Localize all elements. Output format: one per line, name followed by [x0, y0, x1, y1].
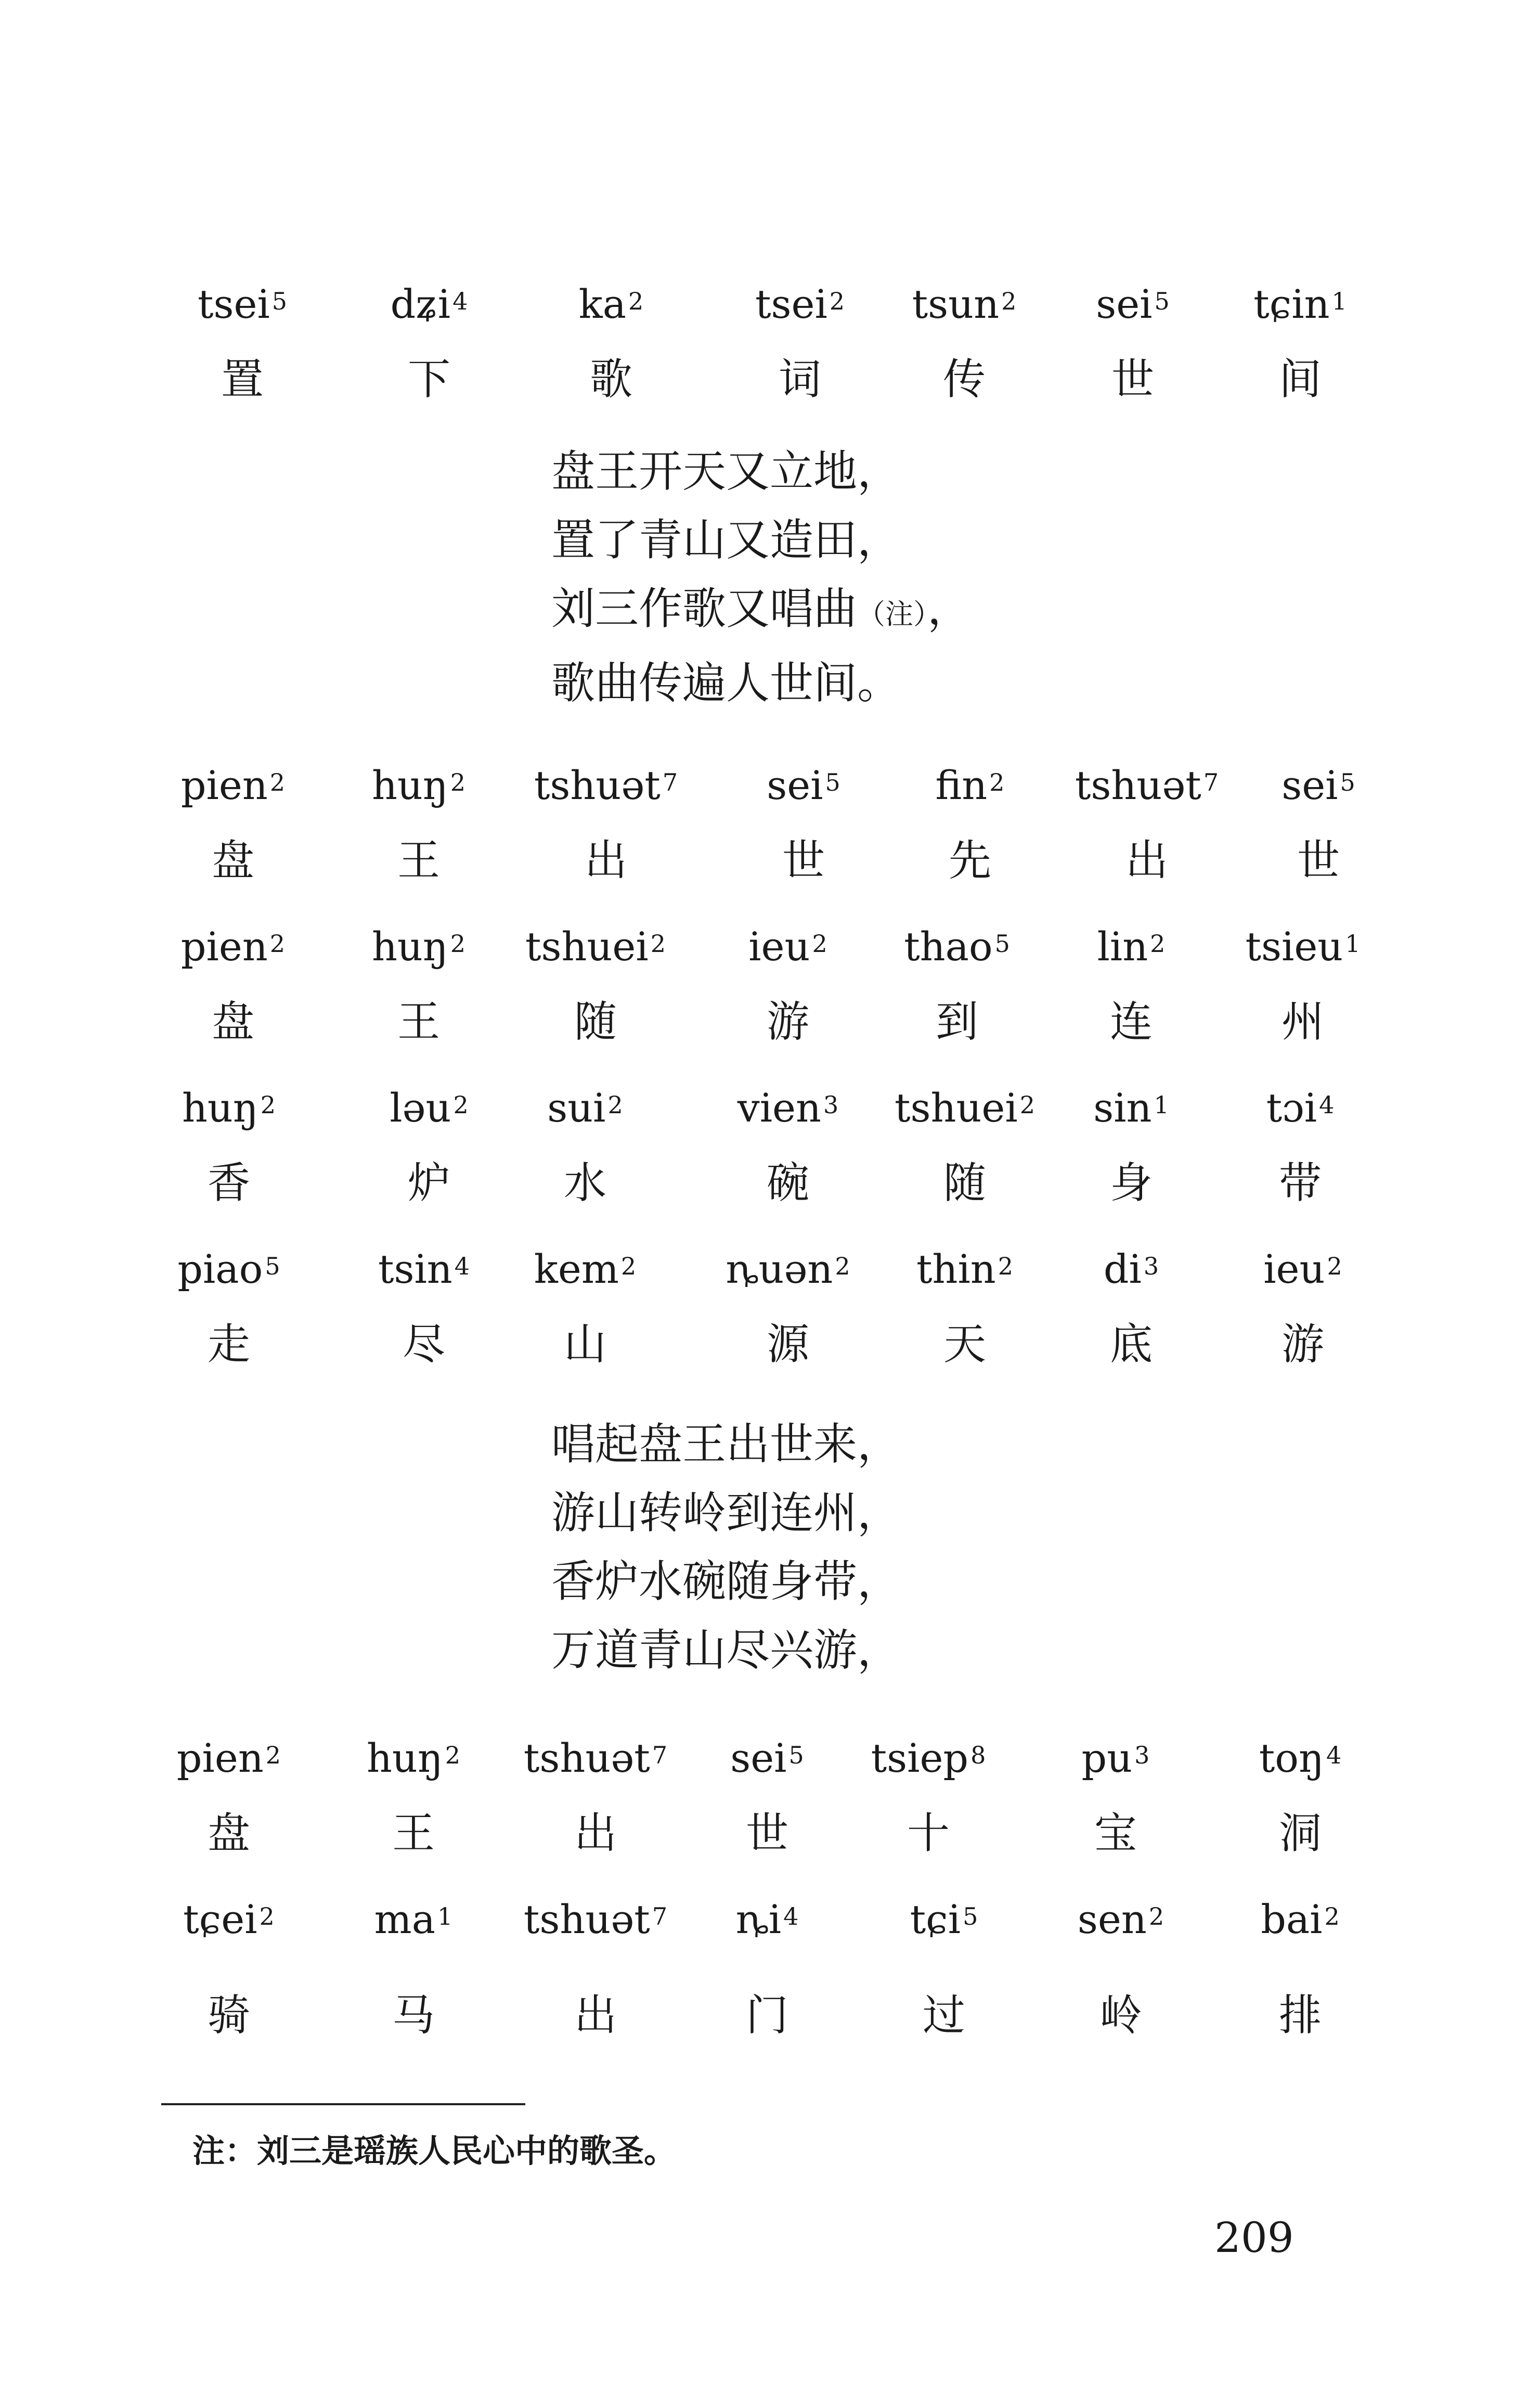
- character: 世: [782, 836, 825, 885]
- character-row: [0, 994, 1540, 1072]
- romanization-row: [0, 1732, 1540, 1810]
- syllable: huŋ$^2$: [366, 1735, 461, 1781]
- syllable: vien$^3$: [737, 1085, 839, 1131]
- character: 碗: [766, 1158, 809, 1208]
- syllable: tɔi$^4$: [1266, 1085, 1335, 1131]
- character: 王: [397, 836, 440, 885]
- character-row: [0, 351, 1540, 429]
- character: 水: [563, 1158, 606, 1208]
- character: 随: [943, 1158, 986, 1208]
- character-row: [0, 1805, 1540, 1883]
- character: 词: [778, 355, 821, 404]
- syllable: $\sin^1$: [1093, 1085, 1169, 1131]
- syllable: dʑi$^4$: [390, 281, 468, 327]
- syllable: tshuət$^7$: [1075, 762, 1219, 808]
- character: 十: [907, 1809, 950, 1858]
- character: 游: [766, 997, 809, 1047]
- character: 王: [397, 997, 440, 1047]
- note-mark: （注）: [857, 598, 928, 630]
- character: 排: [1278, 1991, 1322, 2040]
- syllable: ieu$^2$: [1263, 1246, 1342, 1292]
- syllable: tɕin$^1$: [1253, 281, 1347, 327]
- romanization-row: [0, 921, 1540, 999]
- verse-line: 唱起盘王出世来，: [551, 1419, 901, 1470]
- character: 盘: [211, 997, 254, 1047]
- syllable: $di^3$: [1103, 1246, 1159, 1292]
- character: 游: [1281, 1320, 1324, 1369]
- character: 世: [1297, 836, 1340, 885]
- syllable: fin$^2$: [935, 762, 1005, 808]
- footnote-divider: [161, 2103, 525, 2105]
- footnote: 注：刘三是瑶族人民心中的歌圣。: [192, 2132, 677, 2170]
- character: 出: [574, 1991, 617, 2040]
- syllable: kem$^2$: [534, 1246, 637, 1292]
- character: 随: [574, 997, 617, 1047]
- character: 天: [943, 1320, 986, 1369]
- syllable: thao$^5$: [904, 923, 1010, 970]
- romanization-row: [0, 1243, 1540, 1321]
- syllable: sei$^5$: [730, 1735, 804, 1781]
- character: 骑: [207, 1991, 250, 2040]
- syllable: sei$^5$: [767, 762, 840, 808]
- character: 洞: [1278, 1809, 1322, 1858]
- syllable: sei$^5$: [1096, 281, 1170, 327]
- syllable: piao$^5$: [177, 1246, 280, 1292]
- character: 出: [1125, 836, 1168, 885]
- syllable: huŋ$^2$: [371, 762, 466, 808]
- character: 马: [392, 1991, 435, 2040]
- character: 尽: [402, 1320, 445, 1369]
- character: 带: [1278, 1158, 1322, 1208]
- syllable: toŋ$^4$: [1259, 1735, 1342, 1781]
- character-row: [0, 1987, 1540, 2065]
- syllable: $ma^1$: [374, 1896, 453, 1942]
- syllable: tɕei$^2$: [183, 1896, 275, 1942]
- syllable: tsei$^5$: [197, 281, 288, 327]
- syllable: $pu^3$: [1081, 1735, 1150, 1781]
- character: 山: [563, 1320, 606, 1369]
- character: 过: [922, 1991, 965, 2040]
- syllable: sen$^2$: [1077, 1896, 1164, 1942]
- verse-line: 香炉水碗随身带，: [551, 1556, 901, 1607]
- character: 传: [942, 355, 986, 404]
- syllable: sui$^2$: [547, 1085, 623, 1131]
- syllable: sei$^5$: [1282, 762, 1355, 808]
- syllable: thin$^2$: [916, 1246, 1014, 1292]
- syllable: tsiep$^8$: [871, 1735, 986, 1781]
- character: 出: [574, 1809, 617, 1858]
- verse-translation-2: [551, 1410, 1071, 1684]
- character: 源: [766, 1320, 809, 1369]
- character: 州: [1281, 997, 1324, 1047]
- character: 间: [1278, 355, 1322, 404]
- syllable: huŋ$^2$: [371, 923, 466, 970]
- syllable: tsun$^2$: [912, 281, 1017, 327]
- syllable: tshuət$^7$: [534, 762, 678, 808]
- character: 身: [1109, 1158, 1153, 1208]
- romanization-row: [0, 1082, 1540, 1160]
- verse-translation-1: [551, 437, 1071, 717]
- syllable: tshuei$^2$: [894, 1085, 1035, 1131]
- syllable: pien$^2$: [176, 1735, 281, 1781]
- character-row: [0, 1155, 1540, 1233]
- character: 连: [1109, 997, 1153, 1047]
- verse-line: 游山转岭到连州，: [551, 1487, 901, 1538]
- verse-line: 刘三作歌又唱曲（注），: [551, 583, 972, 634]
- character: 置: [221, 355, 264, 404]
- character: 世: [1111, 355, 1154, 404]
- syllable: tshuət$^7$: [523, 1735, 668, 1781]
- syllable: ieu$^2$: [748, 923, 827, 970]
- verse-line: 歌曲传遍人世间。: [551, 658, 901, 709]
- character: 先: [948, 836, 991, 885]
- character: 宝: [1094, 1809, 1137, 1858]
- character: 盘: [211, 836, 254, 885]
- character: 出: [584, 836, 627, 885]
- character: 岭: [1099, 1991, 1142, 2040]
- syllable: ləu$^2$: [390, 1085, 469, 1131]
- character-row: [0, 832, 1540, 910]
- syllable: pien$^2$: [180, 762, 286, 808]
- verse-line: 盘王开天又立地，: [551, 446, 901, 497]
- character: 底: [1109, 1320, 1153, 1369]
- character: 炉: [407, 1158, 450, 1208]
- character-row: [0, 1316, 1540, 1394]
- syllable: tsin$^4$: [378, 1246, 470, 1292]
- romanization-row: [0, 278, 1540, 356]
- syllable: tshuei$^2$: [525, 923, 666, 970]
- character: 下: [407, 355, 450, 404]
- verse-line: 万道青山尽兴游，: [551, 1625, 901, 1676]
- character: 走: [207, 1320, 250, 1369]
- character: 门: [745, 1991, 788, 2040]
- syllable: huŋ$^2$: [182, 1085, 276, 1131]
- character: 歌: [589, 355, 632, 404]
- syllable: $ȵi^4$: [735, 1896, 799, 1942]
- syllable: tshuət$^7$: [523, 1896, 668, 1942]
- character: 王: [392, 1809, 435, 1858]
- page-number: 209: [1214, 2213, 1294, 2262]
- syllable: lin$^2$: [1097, 923, 1166, 970]
- romanization-row: [0, 1894, 1540, 1972]
- character: 盘: [207, 1809, 250, 1858]
- character: 到: [935, 997, 978, 1047]
- syllable: pien$^2$: [180, 923, 286, 970]
- syllable: ȵuən$^2$: [726, 1246, 850, 1292]
- character: 香: [207, 1158, 250, 1208]
- syllable: $ka^2$: [578, 281, 644, 327]
- verse-line: 置了青山又造田，: [551, 514, 901, 565]
- romanization-row: [0, 759, 1540, 838]
- syllable: tsei$^2$: [755, 281, 845, 327]
- syllable: bai$^2$: [1261, 1896, 1340, 1942]
- character: 世: [745, 1809, 788, 1858]
- syllable: tɕi$^5$: [910, 1896, 978, 1942]
- syllable: tsieu$^1$: [1245, 923, 1361, 970]
